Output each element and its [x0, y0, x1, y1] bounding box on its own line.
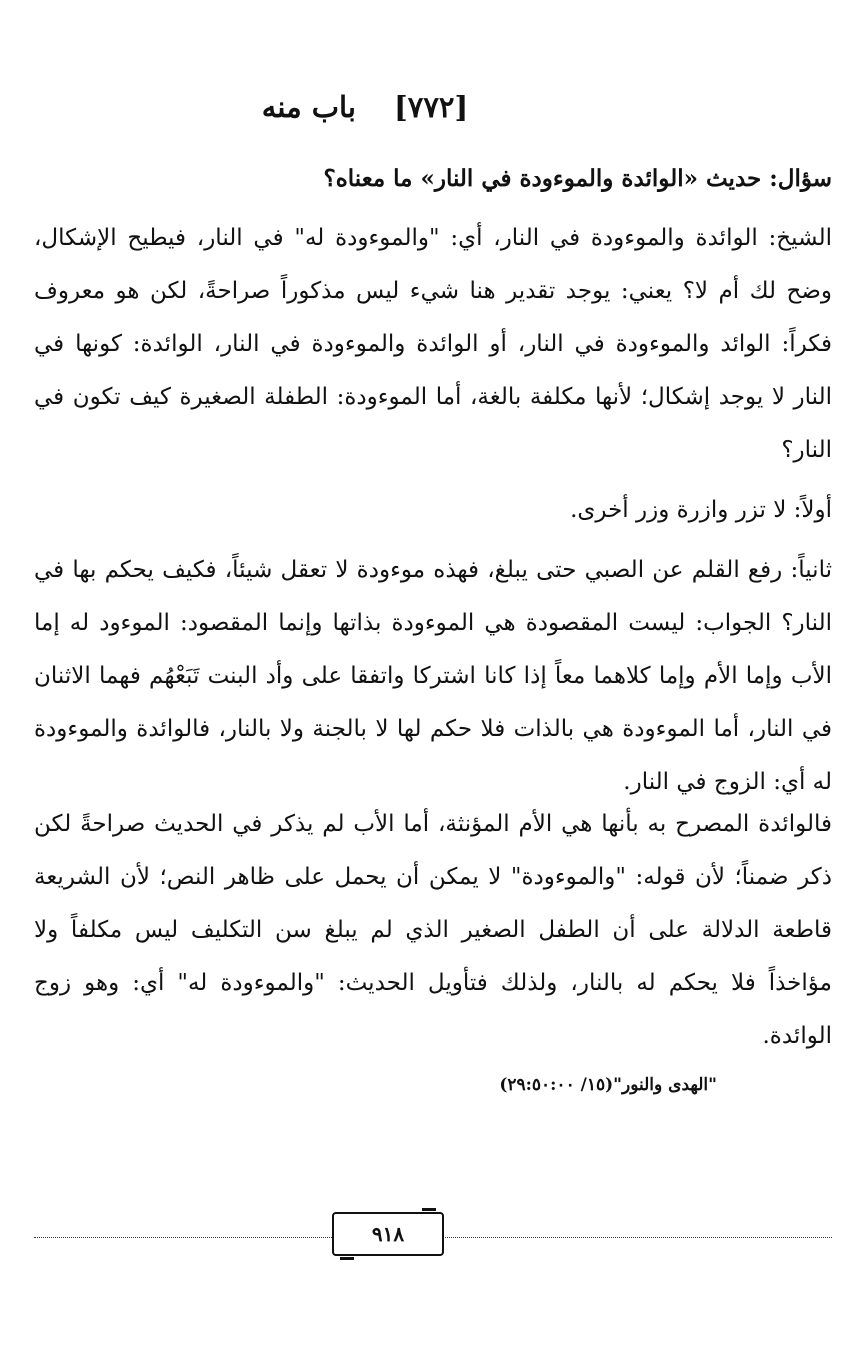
question-text: [34, 152, 832, 205]
answer-paragraph-2: [34, 484, 832, 537]
answer-paragraph-3: [34, 544, 832, 809]
chapter-title: باب منه: [261, 90, 356, 124]
question-line: سؤال: حديث «الوائدة والموءودة في النار» ما معناه؟: [323, 165, 832, 192]
chapter-number: [٧٧٢]: [394, 90, 469, 124]
answer-paragraph-1: [34, 212, 832, 477]
paragraph-text: أولاً: لا تزر وازرة وزر أخرى.: [570, 497, 832, 523]
paragraph-text: ثانياً: رفع القلم عن الصبي حتى يبلغ، فهذه موءودة لا تعقل شيئاً، فكيف يحكم بها في النار؟ الجواب: ليست المقصودة هي الموءودة بذاتها وإنما المقصود: الموءود له إما الأب وإما الأم وإما كلاهما معاً إذا كانا اشتركا واتفقا على وأد البنت تَبَعْهُم فهما الاثنان في النار، أما الموءودة هي بالذات فلا حكم لها لا بالجنة ولا بالنار، فالوائدة والموءودة له أي: الزوج في النار.: [34, 557, 832, 795]
source-citation: "الهدى والنور"(١٥/ ٢٩:٥٠:٠٠): [499, 1075, 717, 1095]
paragraph-text: الشيخ: الوائدة والموءودة في النار، أي: "والموءودة له" في النار، فيطيح الإشكال، وضح لك أم لا؟ يعني: يوجد تقدير هنا شيء ليس مذكوراً صراحةً، لكن هو معروف فكراً: الوائد والموءودة في النار، أو الوائدة والموءودة في النار، الوائدة: كونها في النار لا يوجد إشكال؛ لأنها مكلفة بالغة، أما الموءودة: الطفلة الصغيرة كيف تكون في النار؟: [34, 225, 832, 463]
chapter-heading: [200, 90, 530, 124]
page-number: ٩١٨: [332, 1212, 444, 1256]
answer-paragraph-4: [34, 798, 832, 1063]
paragraph-text: فالوائدة المصرح به بأنها هي الأم المؤنثة، أما الأب لم يذكر في الحديث صراحةً لكن ذكر ضمناً؛ لأن قوله: "والموءودة" لا يمكن أن يحمل على ظاهر النص؛ لأن الشريعة قاطعة الدلالة على أن الطفل الصغير الذي لم يبلغ سن التكليف ليس مكلفاً ولا مؤاخذاً فلا يحكم له بالنار، ولذلك فتأويل الحديث: "والموءودة له" أي: وهو زوج الوائدة.: [34, 811, 832, 1049]
page-footer: [34, 1212, 832, 1260]
